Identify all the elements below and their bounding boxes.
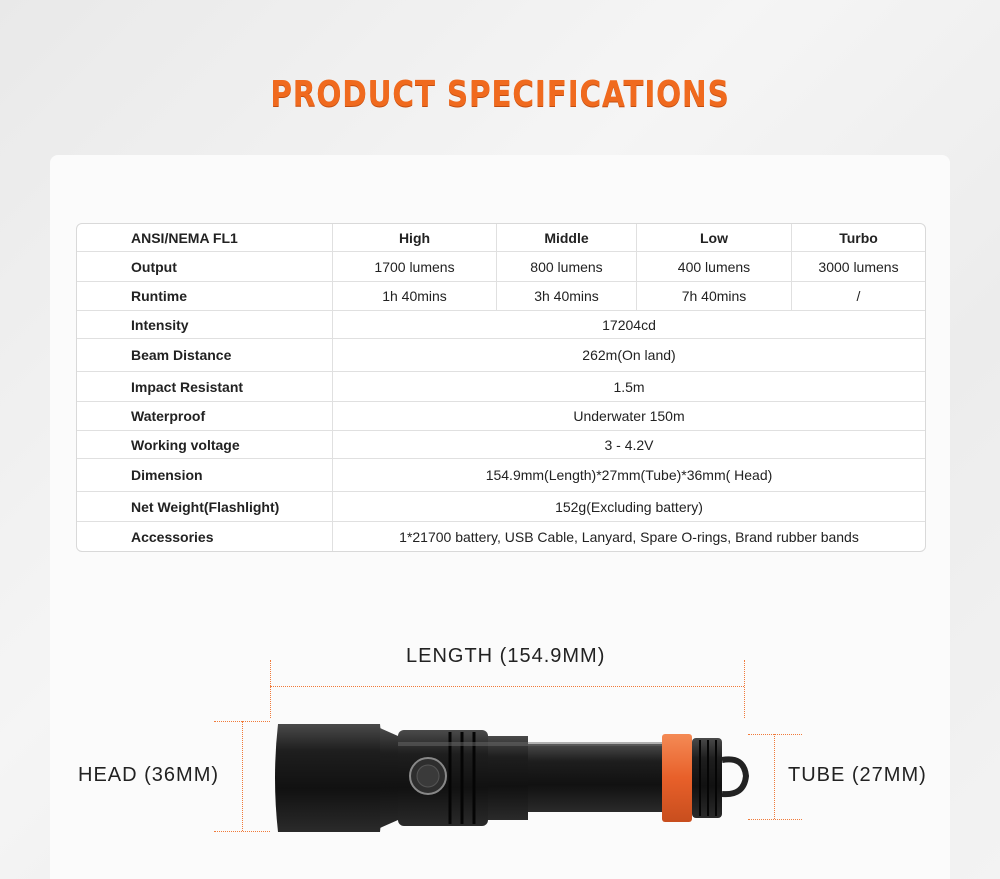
cell-value: 7h 40mins — [637, 282, 792, 310]
table-row-output — [77, 251, 925, 281]
cell-value: 152g(Excluding battery) — [555, 498, 703, 515]
length-guide-left — [270, 660, 271, 718]
length-guide-right — [744, 660, 745, 718]
cell-value: 262m(On land) — [582, 347, 676, 363]
cell-value: Underwater 150m — [573, 408, 685, 424]
table-row-waterproof — [77, 401, 925, 430]
header-cell-standard: ANSI/NEMA FL1 — [77, 224, 333, 251]
table-row-voltage — [77, 430, 925, 458]
table-row-impact — [77, 371, 925, 401]
cell-value: 1*21700 battery, USB Cable, Lanyard, Spare O-rings, Brand rubber bands — [399, 528, 859, 545]
table-row-dimension — [77, 458, 925, 491]
torch-neck — [380, 728, 398, 828]
table-header-row — [77, 224, 925, 251]
row-label: Accessories — [77, 522, 333, 551]
header-cell-high: High — [333, 224, 497, 251]
head-dimension-line — [242, 721, 243, 831]
cell-value: 3000 lumens — [818, 258, 899, 275]
torch-collar — [488, 736, 528, 820]
flashlight-image — [268, 718, 758, 838]
cell-value: 400 lumens — [637, 252, 792, 281]
tube-label: TUBE (27MM) — [788, 764, 927, 786]
row-label: Working voltage — [77, 431, 333, 458]
length-label: LENGTH (154.9MM) — [406, 645, 606, 667]
table-row-beam-distance — [77, 338, 925, 371]
cell-value: 1.5m — [613, 378, 645, 395]
row-label: Impact Resistant — [77, 372, 333, 401]
row-label: Beam Distance — [77, 339, 333, 371]
cell-value: 3h 40mins — [497, 282, 637, 310]
torch-head — [275, 724, 383, 832]
cell-value: 1h 40mins — [333, 282, 497, 310]
cell-value: 1700 lumens — [333, 252, 497, 281]
torch-orange-ring — [662, 734, 692, 822]
row-label: Dimension — [77, 459, 333, 491]
page-title: PRODUCT SPECIFICATIONS — [270, 74, 730, 115]
row-label: Output — [77, 252, 333, 281]
row-label: Waterproof — [77, 402, 333, 430]
table-row-intensity — [77, 310, 925, 338]
spec-table — [76, 223, 926, 552]
torch-tube — [528, 744, 662, 812]
head-label: HEAD (36MM) — [78, 764, 220, 786]
header-cell-middle: Middle — [497, 224, 637, 251]
head-guide-bottom — [214, 831, 270, 832]
lanyard-loop — [722, 759, 746, 794]
row-label: Runtime — [77, 282, 333, 310]
cell-value: 17204cd — [602, 316, 656, 333]
cell-value: 154.9mm(Length)*27mm(Tube)*36mm( Head) — [485, 467, 773, 483]
cell-value: 3 - 4.2V — [604, 436, 654, 453]
table-row-runtime — [77, 281, 925, 310]
length-dimension-line — [270, 686, 744, 687]
header-cell-turbo: Turbo — [839, 229, 878, 246]
header-cell-low: Low — [637, 224, 792, 251]
table-row-weight — [77, 491, 925, 521]
cell-value: / — [856, 288, 861, 304]
row-label: Intensity — [77, 311, 333, 338]
row-label: Net Weight(Flashlight) — [77, 492, 333, 521]
table-row-accessories — [77, 521, 925, 551]
tube-dimension-line — [774, 734, 775, 819]
cell-value: 800 lumens — [497, 252, 637, 281]
